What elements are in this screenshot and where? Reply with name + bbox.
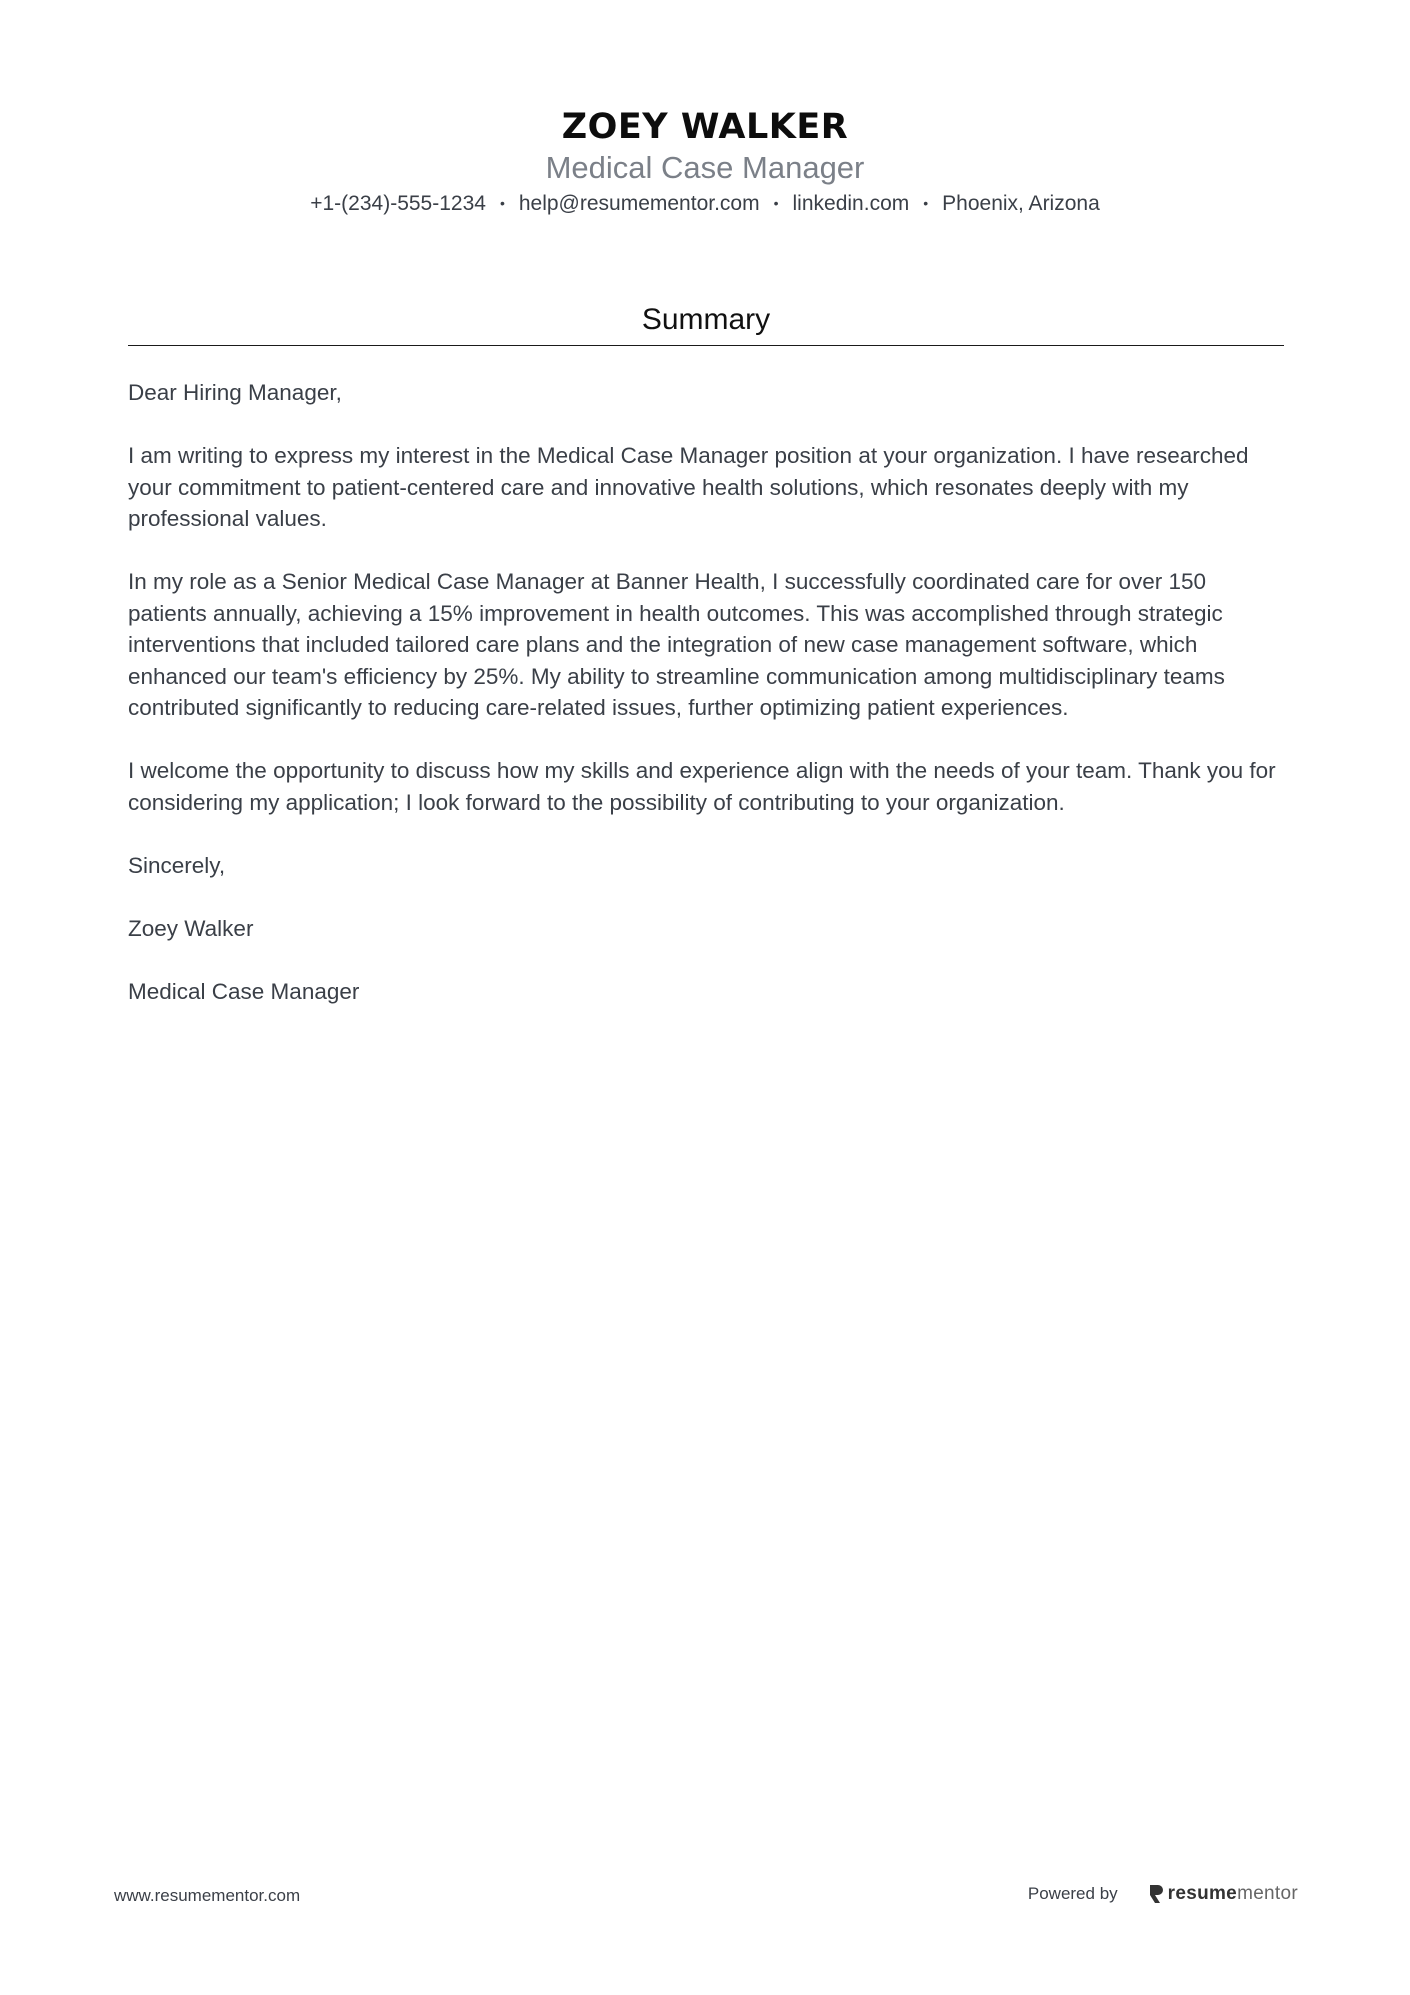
brand-name-part1: resume (1167, 1883, 1238, 1904)
summary-heading: Summary (641, 303, 771, 336)
signature-name: Zoey Walker (128, 915, 254, 941)
candidate-name: ZOEY WALKER (561, 107, 849, 147)
separator-dot: • (773, 194, 779, 211)
signature-title: Medical Case Manager (128, 978, 360, 1004)
footer-website: www.resumementor.com (114, 1886, 301, 1905)
contact-linkedin: linkedin.com (792, 191, 910, 215)
contact-phone: +1-(234)-555-1234 (310, 191, 486, 215)
contact-email: help@resumementor.com (518, 191, 760, 215)
letter-salutation: Dear Hiring Manager, (128, 380, 342, 405)
letter-paragraph: I am writing to express my interest in the Medical Case Manager position at your organization. I have researched your commitment to patient-centered care and innovative health solutions, which resonates deeply with my professional values. (128, 443, 1249, 531)
separator-dot: • (499, 194, 505, 211)
letter-paragraph: I welcome the opportunity to discuss how my skills and experience align with the needs of your team. Thank you for considering my application; I look forward to the possibility of contributing to your organization. (128, 758, 1276, 815)
contact-line (0, 190, 1410, 217)
brand-name-part2: mentor (1237, 1883, 1298, 1904)
letter-paragraph: In my role as a Senior Medical Case Manager at Banner Health, I successfully coordinated care for over 150 patients annually, achieving a 15% improvement in health outcomes. This was accomplished through strategic interventions that included tailored care plans and the integration of new case management software, which enhanced our team's efficiency by 25%. My ability to streamline communication among multidisciplinary teams contributed significantly to reducing care-related issues, further optimizing patient experiences. (128, 569, 1225, 720)
header (0, 108, 1410, 217)
separator-dot: • (923, 194, 929, 211)
contact-location: Phoenix, Arizona (942, 191, 1100, 215)
footer-branding (1028, 1883, 1298, 1905)
resumementor-logo-icon (1148, 1884, 1164, 1904)
powered-by-label: Powered by (1027, 1884, 1118, 1903)
letter-closing: Sincerely, (128, 852, 226, 878)
brand-logo (1148, 1883, 1298, 1905)
candidate-title: Medical Case Manager (545, 149, 865, 185)
summary-section-header (128, 300, 1284, 346)
letter-body (128, 377, 1288, 1039)
